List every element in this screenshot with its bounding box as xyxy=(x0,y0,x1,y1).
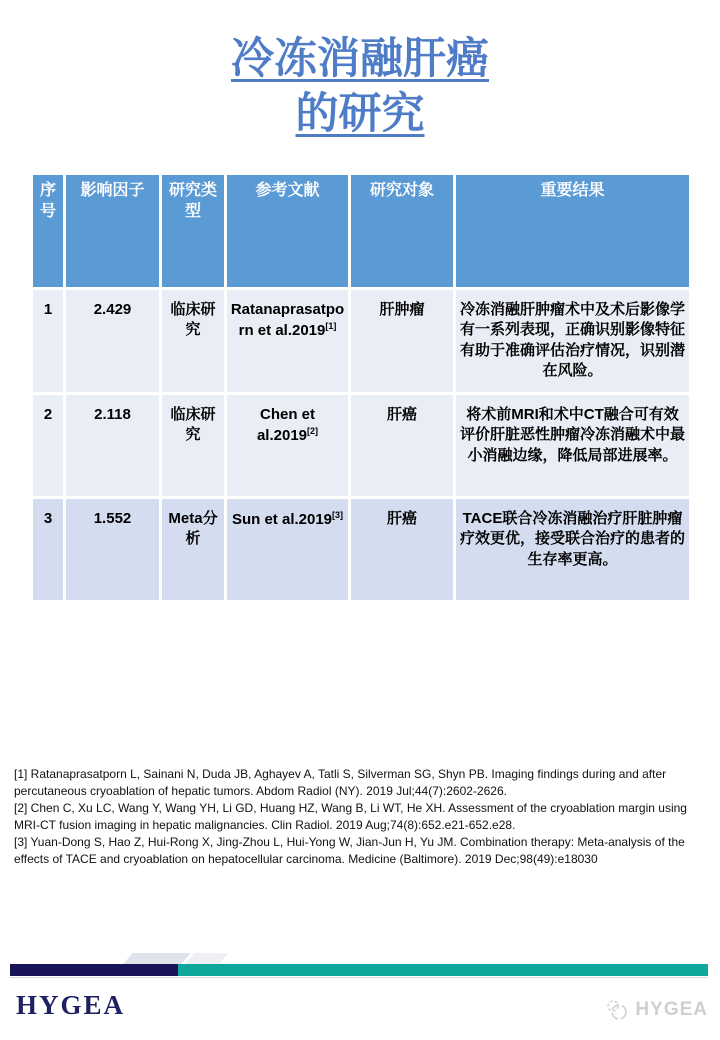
reference-item-1: [1] Ratanaprasatporn L, Sainani N, Duda JB, Aghayev A, Tatli S, Silverman SG, Shyn PB. Imaging findings during and after percutaneous cryoablation of hepatic tumors. Abdom Radiol (NY). 2019 Jul;44(7):2602-2626. xyxy=(14,767,667,799)
cell-impact-factor: 2.429 xyxy=(66,290,159,392)
table-row xyxy=(33,499,689,600)
footer-bar-highlight xyxy=(123,953,190,964)
footer-bar-highlight-light xyxy=(185,953,228,964)
cell-study-type: 临床研究 xyxy=(162,395,224,496)
header-result: 重要结果 xyxy=(456,175,689,287)
footer-bar-underline xyxy=(10,977,708,978)
header-number: 序号 xyxy=(33,175,63,287)
page-title-line2: 的研究 xyxy=(295,90,425,138)
reference-text: Ratanaprasatporn et al.2019 xyxy=(230,301,345,340)
cell-subject: 肝肿瘤 xyxy=(351,290,453,392)
cell-result: 将术前MRI和术中CT融合可有效评价肝脏恶性肿瘤冷冻消融术中最小消融边缘，降低局部进展率。 xyxy=(456,395,689,496)
study-table xyxy=(30,172,692,603)
hygea-logo-text: HYGEA xyxy=(16,990,126,1020)
reference-item-3: [3] Yuan-Dong S, Hao Z, Hui-Rong X, Jing-Zhou L, Hui-Yong W, Jian-Jun H, Yu JM. Combination therapy: Meta-analysis of the effects of TACE and cryoablation on hepatocellular carcinoma. Medicine (Baltimore). 2019 Dec;98(49):e18030 xyxy=(14,835,685,867)
reference-list xyxy=(14,766,708,868)
cell-reference xyxy=(227,499,348,600)
reference-superscript: [2] xyxy=(307,426,319,437)
header-subject: 研究对象 xyxy=(351,175,453,287)
table-header-row xyxy=(33,175,689,287)
cell-reference xyxy=(227,395,348,496)
cell-reference xyxy=(227,290,348,392)
cell-number: 2 xyxy=(33,395,63,496)
reference-text: Sun et al.2019 xyxy=(231,511,333,528)
header-study-type: 研究类型 xyxy=(162,175,224,287)
cell-subject: 肝癌 xyxy=(351,499,453,600)
footer-bar-navy xyxy=(10,964,178,976)
reference-text: Chen et al.2019 xyxy=(256,406,315,445)
header-impact-factor: 影响因子 xyxy=(66,175,159,287)
table-row xyxy=(33,395,689,496)
page-title-line1: 冷冻消融肝癌 xyxy=(231,35,489,83)
watermark xyxy=(604,998,708,1022)
reference-superscript: [3] xyxy=(332,510,344,520)
reference-item-2: [2] Chen C, Xu LC, Wang Y, Wang YH, Li GD, Huang HZ, Wang B, Li WT, He XH. Assessment of the cryoablation margin using MRI-CT fusion imaging in hepatic malignancies. Clin Radiol. 2019 Aug;74(8):652.e21-652.e28. xyxy=(14,801,687,833)
cell-impact-factor: 1.552 xyxy=(66,499,159,600)
watermark-text: HYGEA xyxy=(635,999,708,1020)
cell-result: 冷冻消融肝肿瘤术中及术后影像学有一系列表现，正确识别影像特征有助于准确评估治疗情况，识别潜在风险。 xyxy=(456,290,689,392)
cell-number: 1 xyxy=(33,290,63,392)
cell-subject: 肝癌 xyxy=(351,395,453,496)
cell-number: 3 xyxy=(33,499,63,600)
hygea-watermark-icon xyxy=(604,998,630,1022)
cell-study-type: Meta分析 xyxy=(162,499,224,600)
header-reference: 参考文献 xyxy=(227,175,348,287)
reference-superscript: [1] xyxy=(325,321,337,332)
cell-study-type: 临床研究 xyxy=(162,290,224,392)
cell-impact-factor: 2.118 xyxy=(66,395,159,496)
footer-bar-teal xyxy=(178,964,708,976)
table-row xyxy=(33,290,689,392)
cell-result: TACE联合冷冻消融治疗肝脏肿瘤疗效更优，接受联合治疗的患者的生存率更高。 xyxy=(456,499,689,600)
page-title xyxy=(0,32,720,142)
